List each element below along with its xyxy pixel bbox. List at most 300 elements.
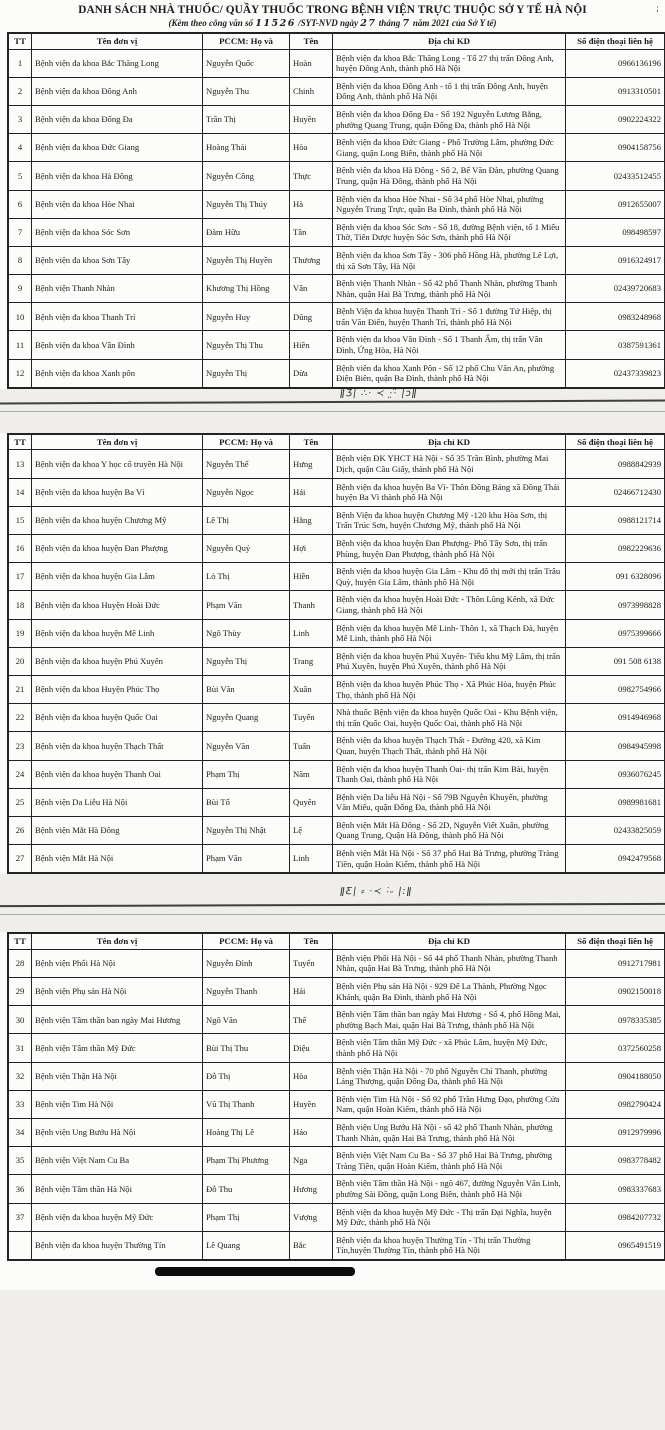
phone-number: 0965491519 <box>566 1231 665 1260</box>
handwritten-scribble: ǁƷ| ∴· ≺ ·̤·̈ |ɔǁ <box>339 387 419 399</box>
row-number: 16 <box>8 535 32 563</box>
pccm-given-name: Hảo <box>290 1118 333 1146</box>
unit-name: Bệnh viện đa khoa huyện Mê Linh <box>32 619 203 647</box>
table-row <box>8 331 665 359</box>
table-header-row <box>8 33 665 49</box>
phone-number: 0904188050 <box>566 1062 665 1090</box>
pccm-given-name: Hoàn <box>290 49 333 77</box>
table-row <box>8 788 665 816</box>
phone-number: 0983778482 <box>566 1147 665 1175</box>
pccm-given-name: Vượng <box>290 1203 333 1231</box>
business-address: Bệnh viện đa khoa huyện Ba Vì- Thôn Đồng Bảng xã Đồng Thái huyện Ba Vì thành phố Hà Nội <box>333 478 566 506</box>
column-header: Tên đơn vị <box>32 933 203 949</box>
business-address: Bệnh viện đa khoa huyện Thạch Thất - Đường 420, xã Kim Quan, huyện Thạch Thất, thành phố Hà Nội <box>333 732 566 760</box>
subtitle-text: tháng <box>378 18 401 28</box>
unit-name: Bệnh viện đa khoa huyện Ba Vì <box>32 478 203 506</box>
business-address: Bệnh viện đa khoa huyện Mê Linh- Thôn 1, xã Thạch Đà, huyện Mê Linh, thành phố Hà Nội <box>333 619 566 647</box>
business-address: Bệnh viện đa khoa Hòe Nhai - Số 34 phố Hòe Nhai, phường Nguyễn Trung Trực, quận Ba Đình, thành phố Hà Nội <box>333 190 566 218</box>
business-address: Nhà thuốc Bệnh viện đa khoa huyện Quốc Oai - Khu Bệnh viện, thị trấn Quốc Oai, huyện Quốc Oai, thành phố Hà Nội <box>333 704 566 732</box>
pccm-surname: Bùi Văn <box>203 675 290 703</box>
unit-name: Bệnh viện đa khoa huyện Mỹ Đức <box>32 1203 203 1231</box>
table-row <box>8 359 665 388</box>
pccm-surname: Phạm Văn <box>203 591 290 619</box>
table-row <box>8 845 665 874</box>
table-row <box>8 478 665 506</box>
table-row <box>8 647 665 675</box>
pccm-surname: Lê Quang <box>203 1231 290 1260</box>
pccm-given-name: Thực <box>290 162 333 190</box>
row-number: 12 <box>8 359 32 388</box>
pccm-surname: Nguyễn Quốc <box>203 49 290 77</box>
phone-number: 0912717981 <box>566 949 665 977</box>
phone-number: 02437339823 <box>566 359 665 388</box>
business-address: Bệnh viện ĐK YHCT Hà Nội - Số 35 Trần Bình, phường Mai Dịch, quận Cầu Giấy, thành phố Hà Nội <box>333 450 566 478</box>
page-1 <box>0 0 665 389</box>
business-address: Bệnh viện đa khoa huyện Hoài Đức - Thôn Lũng Kênh, xã Đức Giang, thành phố Hà Nội <box>333 591 566 619</box>
redaction-bar <box>155 1267 355 1276</box>
table-row <box>8 535 665 563</box>
pccm-surname: Bùi Thị Thu <box>203 1034 290 1062</box>
pccm-given-name: Bắc <box>290 1231 333 1260</box>
page-break-2 <box>0 874 665 932</box>
column-header: TT <box>8 434 32 450</box>
unit-name: Bệnh viện Phổi Hà Nội <box>32 949 203 977</box>
pccm-given-name: Lệ <box>290 816 333 844</box>
row-number: 23 <box>8 732 32 760</box>
pccm-surname: Nguyễn Quang <box>203 704 290 732</box>
unit-name: Bệnh viện đa khoa Xanh pôn <box>32 359 203 388</box>
pccm-surname: Nguyễn Quý <box>203 535 290 563</box>
row-number: 19 <box>8 619 32 647</box>
unit-name: Bệnh viện đa khoa Thanh Trì <box>32 303 203 331</box>
row-number: 21 <box>8 675 32 703</box>
pccm-surname: Phạm Thị Phương <box>203 1147 290 1175</box>
pccm-given-name: Huyền <box>290 105 333 133</box>
phone-number: 0912655007 <box>566 190 665 218</box>
pccm-surname: Phạm Thị <box>203 760 290 788</box>
column-header: Tên <box>290 33 333 49</box>
unit-name: Bệnh viện Tâm thần Hà Nội <box>32 1175 203 1203</box>
business-address: Bệnh viện Ung Bướu Hà Nội - số 42 phố Thanh Nhàn, phường Thanh Nhàn, quận Hai Bà Trưng, thành phố Hà Nội <box>333 1118 566 1146</box>
pccm-given-name: Hiền <box>290 563 333 591</box>
unit-name: Bệnh viện Tâm thần ban ngày Mai Hương <box>32 1006 203 1034</box>
pccm-given-name: Dũng <box>290 303 333 331</box>
business-address: Bệnh viện đa khoa huyện Đan Phượng- Phố Tây Sơn, thị trấn Phùng, huyện Đan Phượng, thành phố Hà Nội <box>333 535 566 563</box>
business-address: Bệnh viện đa khoa Đức Giang - Phố Trường Lâm, phường Đức Giang, quận Long Biên, thành phố Hà Nội <box>333 134 566 162</box>
row-number: 25 <box>8 788 32 816</box>
business-address: Bệnh viện Da liễu Hà Nội - Số 79B Nguyễn Khuyến, phường Văn Miếu, quận Đống Đa, thành phố Hà Nội <box>333 788 566 816</box>
pccm-given-name: Tuyển <box>290 949 333 977</box>
phone-number: 0916324917 <box>566 246 665 274</box>
pccm-given-name: Nga <box>290 1147 333 1175</box>
column-header: PCCM: Họ và <box>203 33 290 49</box>
table-row <box>8 732 665 760</box>
table-row <box>8 190 665 218</box>
pccm-given-name: Quyên <box>290 788 333 816</box>
business-address: Bệnh viện Tâm thần ban ngày Mai Hương - Số 4, phố Hồng Mai, phường Bạch Mai, quận Hai Bà Trưng, thành phố Hà Nội <box>333 1006 566 1034</box>
business-address: Bệnh viện đa khoa huyện Gia Lâm - Khu đô thị mới thị trấn Trâu Quỳ, huyện Gia Lâm, thành phố Hà Nội <box>333 563 566 591</box>
phone-number: 0975399666 <box>566 619 665 647</box>
business-address: Bệnh viện đa khoa Sơn Tây - 306 phố Hồng Hà, phường Lê Lợi, thị xã Sơn Tây, Hà Nội <box>333 246 566 274</box>
pccm-given-name: Tuyến <box>290 704 333 732</box>
phone-number: 091 6328096 <box>566 563 665 591</box>
pccm-given-name: Dừa <box>290 359 333 388</box>
pccm-surname: Đỗ Thu <box>203 1175 290 1203</box>
document-title: DANH SÁCH NHÀ THUỐC/ QUẦY THUỐC TRONG BỆNH VIỆN TRỰC THUỘC SỞ Y TẾ HÀ NỘI <box>78 4 587 16</box>
pharmacy-table-page-1 <box>7 32 665 389</box>
pccm-surname: Hoàng Thị Lê <box>203 1118 290 1146</box>
unit-name: Bệnh viện đa khoa Huyện Hoài Đức <box>32 591 203 619</box>
unit-name: Bệnh viện đa khoa huyện Đan Phượng <box>32 535 203 563</box>
phone-number: 091 508 6138 <box>566 647 665 675</box>
table-row <box>8 1006 665 1034</box>
phone-number: 0983337683 <box>566 1175 665 1203</box>
table-row <box>8 563 665 591</box>
column-header: PCCM: Họ và <box>203 434 290 450</box>
column-header: Tên đơn vị <box>32 434 203 450</box>
pccm-surname: Nguyễn Thị Thúy <box>203 190 290 218</box>
pccm-given-name: Hợi <box>290 535 333 563</box>
column-header: Số điện thoại liên hệ <box>566 933 665 949</box>
phone-number: 0902150018 <box>566 978 665 1006</box>
pccm-given-name: Hà <box>290 190 333 218</box>
table-row <box>8 275 665 303</box>
pccm-given-name: Hòa <box>290 134 333 162</box>
handwritten-document-number: 11526 <box>255 18 296 29</box>
row-number: 27 <box>8 845 32 874</box>
pccm-given-name: Hải <box>290 978 333 1006</box>
pccm-surname: Nguyễn Công <box>203 162 290 190</box>
table-row <box>8 1203 665 1231</box>
row-number: 8 <box>8 246 32 274</box>
row-number: 32 <box>8 1062 32 1090</box>
row-number: 20 <box>8 647 32 675</box>
phone-number: 0913310501 <box>566 77 665 105</box>
unit-name: Bệnh viện Mắt Hà Đông <box>32 816 203 844</box>
business-address: Bệnh viện Tim Hà Nội - Số 92 phố Trần Hưng Đạo, phường Cửa Nam, quận Hoàn Kiếm, thành phố Hà Nội <box>333 1090 566 1118</box>
row-number: 5 <box>8 162 32 190</box>
pccm-surname: Nguyễn Huy <box>203 303 290 331</box>
column-header: TT <box>8 933 32 949</box>
subtitle-text: /SYT-NVD ngày <box>298 18 359 28</box>
pccm-surname: Đàm Hữu <box>203 218 290 246</box>
row-number: 37 <box>8 1203 32 1231</box>
table-row <box>8 1175 665 1203</box>
pccm-surname: Trần Thị <box>203 105 290 133</box>
row-number <box>8 1231 32 1260</box>
phone-number: 0942479568 <box>566 845 665 874</box>
scan-edge-line <box>0 411 665 412</box>
row-number: 31 <box>8 1034 32 1062</box>
phone-number: 0982754966 <box>566 675 665 703</box>
table-row <box>8 218 665 246</box>
phone-number: 02466712430 <box>566 478 665 506</box>
row-number: 28 <box>8 949 32 977</box>
row-number: 29 <box>8 978 32 1006</box>
column-header: Số điện thoại liên hệ <box>566 434 665 450</box>
row-number: 35 <box>8 1147 32 1175</box>
unit-name: Bệnh viện đa khoa huyện Gia Lâm <box>32 563 203 591</box>
pccm-surname: Nguyễn Thị <box>203 647 290 675</box>
pccm-surname: Nguyễn Ngọc <box>203 478 290 506</box>
pccm-given-name: Xuân <box>290 675 333 703</box>
pccm-surname: Lò Thị <box>203 563 290 591</box>
unit-name: Bệnh viện đa khoa Đống Đa <box>32 105 203 133</box>
row-number: 1 <box>8 49 32 77</box>
pccm-surname: Nguyễn Thị Nhật <box>203 816 290 844</box>
phone-number: 0982790424 <box>566 1090 665 1118</box>
phone-number: 0372560258 <box>566 1034 665 1062</box>
document-subtitle <box>0 17 665 30</box>
phone-number: 0902224322 <box>566 105 665 133</box>
table-row <box>8 978 665 1006</box>
phone-number: 0904158756 <box>566 134 665 162</box>
scan-edge-line <box>0 914 665 915</box>
page-2 <box>0 433 665 874</box>
table-row <box>8 450 665 478</box>
row-number: 14 <box>8 478 32 506</box>
phone-number: 0966136196 <box>566 49 665 77</box>
pccm-surname: Bùi Tố <box>203 788 290 816</box>
page-break-1 <box>0 389 665 433</box>
unit-name: Bệnh viện đa khoa huyện Chương Mỹ <box>32 506 203 534</box>
table-row <box>8 49 665 77</box>
unit-name: Bệnh viện đa khoa Đông Anh <box>32 77 203 105</box>
pccm-given-name: Diệu <box>290 1034 333 1062</box>
pccm-given-name: Linh <box>290 845 333 874</box>
pccm-surname: Vũ Thị Thanh <box>203 1090 290 1118</box>
subtitle-text: năm 2021 của Sở Y tế) <box>412 18 497 28</box>
subtitle-text: (Kèm theo công văn số <box>168 18 254 28</box>
row-number: 18 <box>8 591 32 619</box>
business-address: Bệnh Viện đa khoa huyện Thanh Trì - Số 1 đường Tứ Hiệp, thị trấn Văn Điển, huyện Thanh Trì, thành phố Hà Nội <box>333 303 566 331</box>
table-row <box>8 949 665 977</box>
unit-name: Bệnh viện Phụ sản Hà Nội <box>32 978 203 1006</box>
unit-name: Bệnh viện đa khoa huyện Thạch Thất <box>32 732 203 760</box>
phone-number: 0988121714 <box>566 506 665 534</box>
unit-name: Bệnh viện đa khoa Đức Giang <box>32 134 203 162</box>
row-number: 24 <box>8 760 32 788</box>
business-address: Bệnh viện đa khoa Bắc Thăng Long - Tổ 27 thị trấn Đông Anh, huyện Đông Anh, thành phố Hà Nội <box>333 49 566 77</box>
unit-name: Bệnh viện đa khoa huyện Thanh Oai <box>32 760 203 788</box>
unit-name: Bệnh viện đa khoa huyện Thường Tín <box>32 1231 203 1260</box>
pccm-surname: Nguyễn Thanh <box>203 978 290 1006</box>
business-address: Bệnh viện Mắt Hà Đông - Số 2D, Nguyễn Viết Xuân, phường Quang Trung, Quận Hà Đông, thành phố Hà Nội <box>333 816 566 844</box>
business-address: Bệnh viện đa khoa Đống Đa - Số 192 Nguyễn Lương Bằng, phường Quang Trung, quận Đống Đa, thành phố Hà Nội <box>333 105 566 133</box>
table-row <box>8 77 665 105</box>
table-row <box>8 1090 665 1118</box>
pccm-surname: Ngô Thùy <box>203 619 290 647</box>
unit-name: Bệnh viện Tim Hà Nội <box>32 1090 203 1118</box>
pccm-given-name: Thương <box>290 246 333 274</box>
column-header: Địa chỉ KD <box>333 434 566 450</box>
pccm-given-name: Tuấn <box>290 732 333 760</box>
row-number: 30 <box>8 1006 32 1034</box>
row-number: 7 <box>8 218 32 246</box>
table-row <box>8 162 665 190</box>
unit-name: Bệnh viện đa khoa Hòe Nhai <box>32 190 203 218</box>
table-row <box>8 105 665 133</box>
unit-name: Bệnh viện Việt Nam Cu Ba <box>32 1147 203 1175</box>
row-number: 10 <box>8 303 32 331</box>
unit-name: Bệnh viện Thận Hà Nội <box>32 1062 203 1090</box>
row-number: 36 <box>8 1175 32 1203</box>
table-row <box>8 675 665 703</box>
table-row <box>8 1231 665 1260</box>
unit-name: Bệnh viện đa khoa Sơn Tây <box>32 246 203 274</box>
business-address: Bệnh viện đa khoa Sóc Sơn - Số 18, đường Bệnh viện, tổ 1 Miếu Thờ, Tiên Dược huyện Sóc Sơn, thành phố Hà Nội <box>333 218 566 246</box>
business-address: Bệnh viện đa khoa Đông Anh - tổ 1 thị trấn Đông Anh, huyện Đông Anh, thành phố Hà Nội <box>333 77 566 105</box>
business-address: Bệnh viện Phổi Hà Nội - Số 44 phố Thanh Nhàn, phường Thanh Nhàn, quận Hai Bà Trưng, thành phố Hà Nội <box>333 949 566 977</box>
page-3 <box>0 932 665 1290</box>
handwritten-month: 7 <box>402 18 411 29</box>
pccm-given-name: Linh <box>290 619 333 647</box>
phone-number: 0989981681 <box>566 788 665 816</box>
unit-name: Bệnh viện đa khoa Vân Đình <box>32 331 203 359</box>
unit-name: Bệnh viện Tâm thần Mỹ Đức <box>32 1034 203 1062</box>
business-address: Bệnh viện Việt Nam Cu Ba - Số 37 phố Hai Bà Trưng, phường Tràng Tiền, quận Hoàn Kiếm, thành phố Hà Nội <box>333 1147 566 1175</box>
phone-number: 0914946968 <box>566 704 665 732</box>
table-row <box>8 506 665 534</box>
unit-name: Bệnh viện Thanh Nhàn <box>32 275 203 303</box>
pccm-given-name: Hưng <box>290 450 333 478</box>
column-header: Số điện thoại liên hệ <box>566 33 665 49</box>
pccm-given-name: Thế <box>290 1006 333 1034</box>
row-number: 11 <box>8 331 32 359</box>
pccm-surname: Phạm Văn <box>203 845 290 874</box>
pccm-surname: Nguyễn Thu <box>203 77 290 105</box>
row-number: 9 <box>8 275 32 303</box>
pccm-given-name: Trang <box>290 647 333 675</box>
business-address: Bệnh viện Thận Hà Nội - 70 phố Nguyễn Chí Thanh, phường Láng Thượng, quận Đống Đa, thành phố Hà Nội <box>333 1062 566 1090</box>
row-number: 2 <box>8 77 32 105</box>
pccm-surname: Nguyễn Thế <box>203 450 290 478</box>
pccm-given-name: Chinh <box>290 77 333 105</box>
unit-name: Bệnh viện đa khoa Sóc Sơn <box>32 218 203 246</box>
handwritten-day: 27 <box>360 18 377 29</box>
business-address: Bệnh viện đa khoa Vân Đình - Số 1 Thanh Ấm, thị trấn Vân Đình, Ứng Hòa, Hà Nội <box>333 331 566 359</box>
business-address: Bệnh viện Mắt Hà Nội - Số 37 phố Hai Bà Trưng, phường Tràng Tiền, quận Hoàn Kiếm, thành phố Hà Nội <box>333 845 566 874</box>
unit-name: Bệnh viện đa khoa Bắc Thăng Long <box>32 49 203 77</box>
row-number: 13 <box>8 450 32 478</box>
row-number: 3 <box>8 105 32 133</box>
phone-number: 0387591361 <box>566 331 665 359</box>
column-header: TT <box>8 33 32 49</box>
pccm-given-name: Tân <box>290 218 333 246</box>
pccm-surname: Đỗ Thị <box>203 1062 290 1090</box>
phone-number: 0936076245 <box>566 760 665 788</box>
table-row <box>8 591 665 619</box>
scan-corner-mark: ; <box>655 4 659 14</box>
table-row <box>8 816 665 844</box>
table-row <box>8 134 665 162</box>
business-address: Bệnh viện Tâm thần Hà Nội - ngõ 467, đường Nguyễn Văn Linh, phường Sài Đồng, quận Long Biên, thành phố Hà Nội <box>333 1175 566 1203</box>
table-row <box>8 619 665 647</box>
pccm-surname: Nguyễn Thị Thu <box>203 331 290 359</box>
business-address: Bệnh Viện đa khoa huyện Chương Mỹ -120 khu Hòa Sơn, thị Trấn Trúc Sơn, huyện Chương Mỹ, thành phố Hà Nội <box>333 506 566 534</box>
pccm-given-name: Năm <box>290 760 333 788</box>
unit-name: Bệnh viện đa khoa Huyện Phúc Thọ <box>32 675 203 703</box>
pccm-surname: Ngô Văn <box>203 1006 290 1034</box>
business-address: Bệnh viện đa khoa huyện Thanh Oai- thị trấn Kim Bài, huyện Thanh Oai, thành phố Hà Nội <box>333 760 566 788</box>
table-row <box>8 303 665 331</box>
phone-number: 02433825059 <box>566 816 665 844</box>
pccm-surname: Nguyễn Đình <box>203 949 290 977</box>
business-address: Bệnh viện đa khoa huyện Phú Xuyên- Tiểu khu Mỹ Lâm, thị trấn Phú Xuyên, huyện Phú Xuyên, thành phố Hà Nội <box>333 647 566 675</box>
row-number: 15 <box>8 506 32 534</box>
row-number: 17 <box>8 563 32 591</box>
phone-number: 0983248968 <box>566 303 665 331</box>
handwritten-scribble: ǁƸ| ⸗ ·≺ ˸˶ |ːǁ <box>339 886 414 898</box>
scan-edge-line <box>0 399 665 404</box>
pccm-surname: Lê Thị <box>203 506 290 534</box>
pccm-given-name: Vân <box>290 275 333 303</box>
table-header-row <box>8 434 665 450</box>
table-row <box>8 1062 665 1090</box>
pccm-surname: Nguyễn Văn <box>203 732 290 760</box>
phone-number: 098498597 <box>566 218 665 246</box>
pharmacy-table-page-3 <box>7 932 665 1261</box>
phone-number: 0988842939 <box>566 450 665 478</box>
pccm-given-name: Thanh <box>290 591 333 619</box>
business-address: Bệnh viện đa khoa huyện Thường Tín - Thị trấn Thường Tín,huyện Thường Tín, thành phố Hà Nội <box>333 1231 566 1260</box>
table-row <box>8 1147 665 1175</box>
table-row <box>8 1118 665 1146</box>
phone-number: 0912979996 <box>566 1118 665 1146</box>
table-row <box>8 760 665 788</box>
pccm-given-name: Hằng <box>290 506 333 534</box>
business-address: Bệnh viện đa khoa huyện Phúc Thọ - Xã Phúc Hòa, huyện Phúc Thọ, thành phố Hà Nội <box>333 675 566 703</box>
pharmacy-table-page-2 <box>7 433 665 874</box>
row-number: 4 <box>8 134 32 162</box>
business-address: Bệnh viện đa khoa huyện Mỹ Đức - Thị trấn Đại Nghĩa, huyện Mỹ Đức, thành phố Hà Nội <box>333 1203 566 1231</box>
unit-name: Bệnh viện đa khoa huyện Phú Xuyên <box>32 647 203 675</box>
pccm-given-name: Hiền <box>290 331 333 359</box>
row-number: 22 <box>8 704 32 732</box>
phone-number: 02433512455 <box>566 162 665 190</box>
unit-name: Bệnh viện đa khoa Y học cổ truyền Hà Nội <box>32 450 203 478</box>
pccm-given-name: Huyền <box>290 1090 333 1118</box>
phone-number: 02439720683 <box>566 275 665 303</box>
phone-number: 0973998828 <box>566 591 665 619</box>
column-header: Tên đơn vị <box>32 33 203 49</box>
pccm-surname: Nguyễn Thị Huyền <box>203 246 290 274</box>
unit-name: Bệnh viện đa khoa huyện Quốc Oai <box>32 704 203 732</box>
phone-number: 0984207732 <box>566 1203 665 1231</box>
unit-name: Bệnh viện Ung Bướu Hà Nội <box>32 1118 203 1146</box>
column-header: PCCM: Họ và <box>203 933 290 949</box>
business-address: Bệnh viên đa khoa Xanh Pôn - Số 12 phố Chu Văn An, phường Điện Biên, quận Ba Đình, thành phố Hà Nội <box>333 359 566 388</box>
table-row <box>8 704 665 732</box>
business-address: Bệnh viện Tâm thần Mỹ Đức - xã Phúc Lâm, huyện Mỹ Đức, thành phố Hà Nội <box>333 1034 566 1062</box>
table-row <box>8 246 665 274</box>
unit-name: Bệnh viện đa khoa Hà Đông <box>32 162 203 190</box>
business-address: Bệnh viện đa khoa Hà Đông - Số 2, Bế Văn Đàn, phường Quang Trung, quận Hà Đông, thành phố Hà Nội <box>333 162 566 190</box>
row-number: 33 <box>8 1090 32 1118</box>
column-header: Địa chỉ KD <box>333 33 566 49</box>
column-header: Tên <box>290 933 333 949</box>
column-header: Địa chỉ KD <box>333 933 566 949</box>
row-number: 34 <box>8 1118 32 1146</box>
pccm-surname: Khương Thị Hồng <box>203 275 290 303</box>
pccm-surname: Nguyễn Thị <box>203 359 290 388</box>
column-header: Tên <box>290 434 333 450</box>
row-number: 6 <box>8 190 32 218</box>
scan-edge-line <box>0 903 665 907</box>
pccm-given-name: Hương <box>290 1175 333 1203</box>
pccm-given-name: Hòa <box>290 1062 333 1090</box>
business-address: Bệnh viện Phụ sản Hà Nội - 929 Đê La Thành, Phường Ngọc Khánh, quận Ba Đình, thành phố Hà Nội <box>333 978 566 1006</box>
